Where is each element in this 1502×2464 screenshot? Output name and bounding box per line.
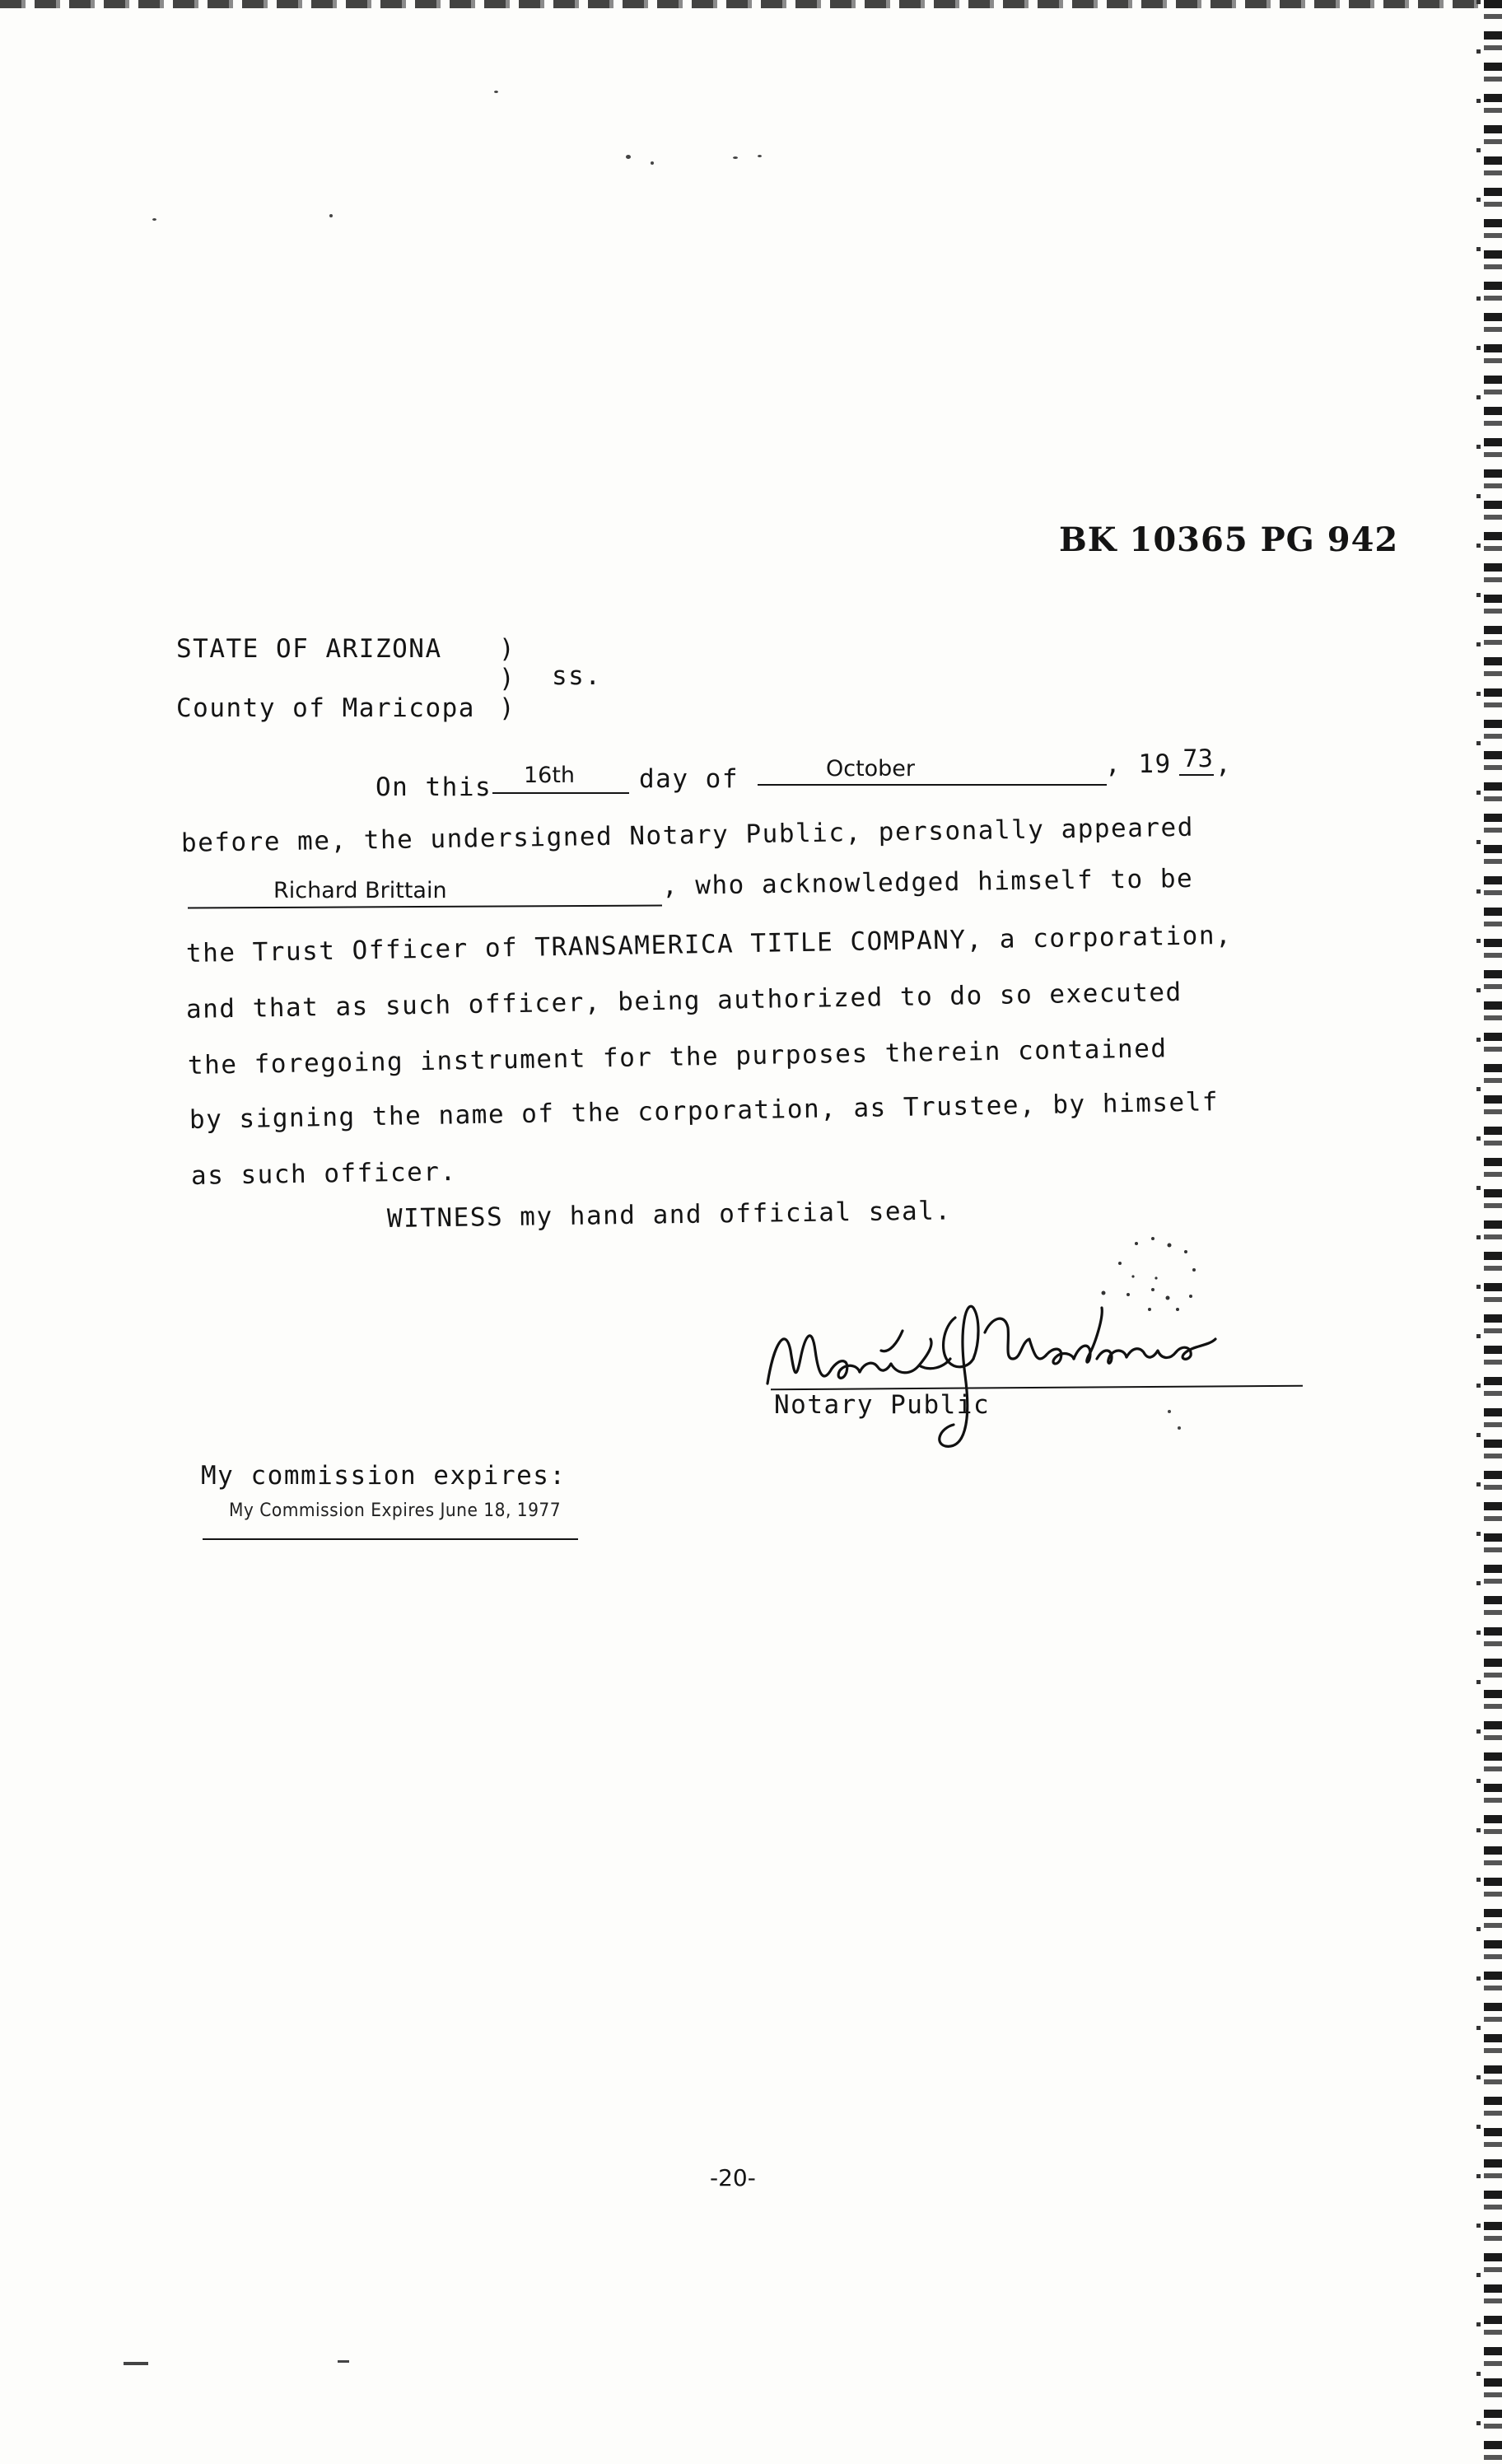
recorder-stamp: BK 10365 PG 942 bbox=[1059, 520, 1399, 559]
body-line-6: the foregoing instrument for the purposes therein contained bbox=[187, 1034, 1168, 1080]
commission-rule bbox=[203, 1538, 578, 1540]
appeared-name-fill: Richard Brittain bbox=[273, 878, 447, 903]
year-fill: 73 bbox=[1182, 744, 1213, 772]
venue-brackets: ) ) ) bbox=[499, 634, 516, 723]
scan-speck bbox=[1168, 1410, 1171, 1413]
scan-speck bbox=[626, 155, 631, 159]
body-line-2: before me, the undersigned Notary Public, personally appeared bbox=[180, 812, 1195, 858]
venue-ss: ss. bbox=[552, 661, 602, 691]
witness-line: WITNESS my hand and official seal. bbox=[386, 1196, 952, 1234]
scan-speck bbox=[338, 2360, 349, 2363]
page-number: -20- bbox=[710, 2164, 756, 2191]
scan-speck bbox=[758, 155, 762, 157]
notary-public-label: Notary Public bbox=[774, 1390, 991, 1420]
commission-expires-label: My commission expires: bbox=[201, 1461, 567, 1491]
month-blank-rule bbox=[758, 784, 1107, 786]
venue-state: STATE OF ARIZONA bbox=[176, 634, 442, 664]
scan-speck bbox=[494, 91, 498, 93]
day-of-text: day of bbox=[639, 764, 739, 794]
notary-signature bbox=[758, 1293, 1285, 1458]
day-blank-rule bbox=[492, 792, 629, 794]
body-line-7: by signing the name of the corporation, as Trustee, by himself bbox=[189, 1087, 1220, 1135]
scan-speck bbox=[329, 214, 333, 217]
scan-speck bbox=[124, 2362, 148, 2365]
venue-county: County of Maricopa bbox=[176, 693, 475, 723]
body-line-8: as such officer. bbox=[190, 1156, 457, 1191]
body-line-5: and that as such officer, being authorized to do so executed bbox=[185, 977, 1182, 1024]
scan-speck bbox=[1178, 1426, 1181, 1430]
day-fill: 16th bbox=[523, 763, 576, 788]
scan-speck bbox=[651, 161, 654, 165]
scan-edge-right-inner bbox=[1476, 0, 1481, 2464]
scan-edge-right bbox=[1484, 0, 1502, 2464]
body-line-3-rest: , who acknowledged himself to be bbox=[661, 863, 1194, 901]
on-this-text: On this bbox=[376, 772, 492, 802]
year-prefix: , 19 bbox=[1105, 749, 1172, 779]
name-blank-rule bbox=[188, 904, 662, 908]
commission-expiry-stamp: My Commission Expires June 18, 1977 bbox=[229, 1500, 562, 1521]
scan-edge-top bbox=[0, 0, 1502, 8]
month-fill: October bbox=[825, 756, 916, 782]
scan-speck bbox=[152, 218, 156, 221]
scan-speck bbox=[733, 156, 738, 159]
body-line-4: the Trust Officer of TRANSAMERICA TITLE COMPANY, a corporation, bbox=[185, 920, 1233, 968]
year-comma: , bbox=[1215, 749, 1233, 779]
year-blank-rule bbox=[1179, 774, 1214, 776]
